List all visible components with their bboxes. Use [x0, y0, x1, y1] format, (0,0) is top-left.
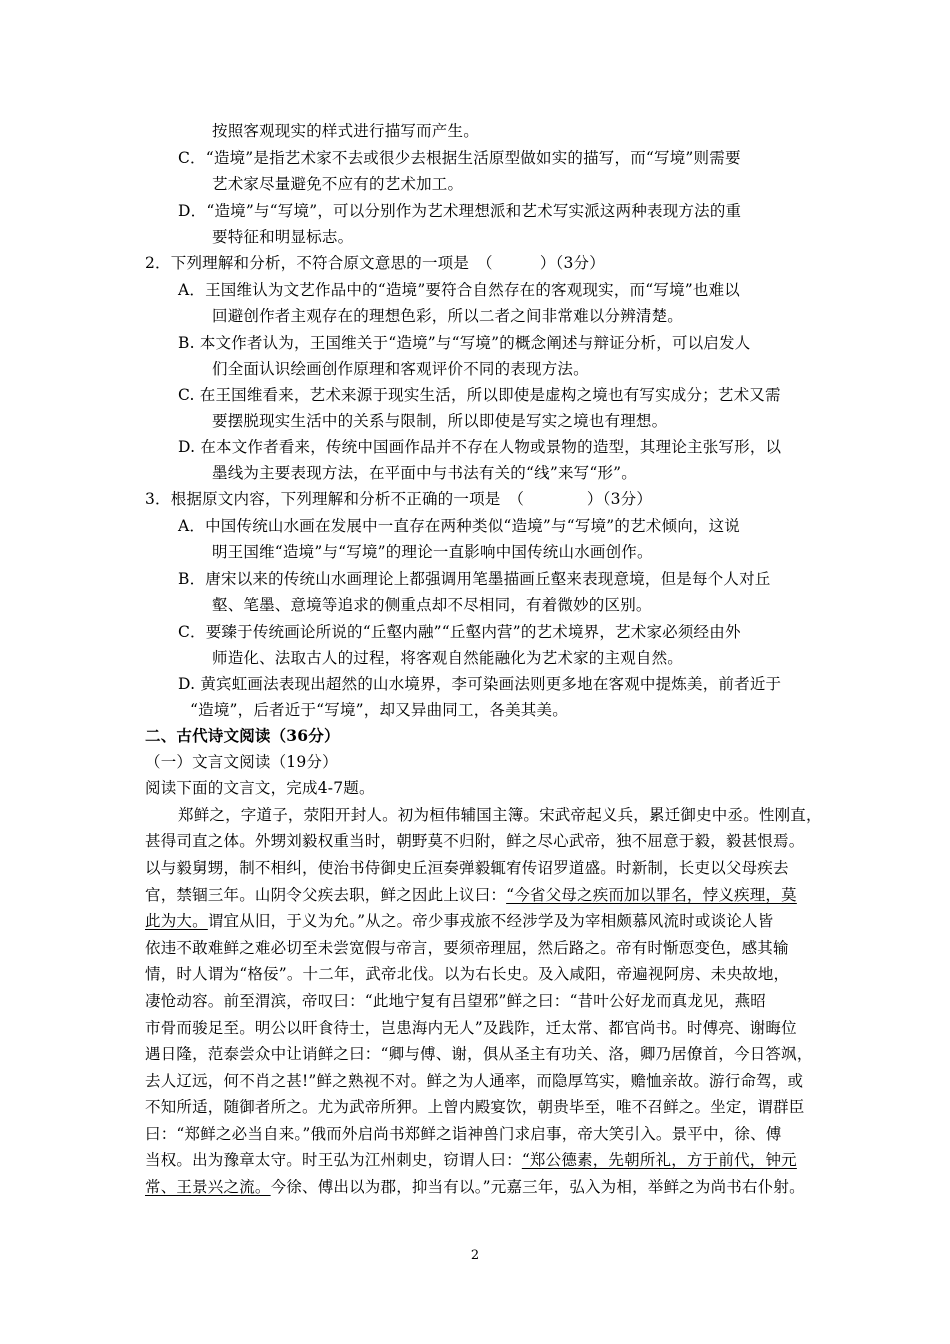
option-c-q1: C．“造境”是指艺术家不去或很少去根据生活原型做如实的描写，而“写境”则需要: [178, 149, 741, 167]
text-line: 师造化、法取古人的过程，将客观自然能融化为艺术家的主观自然。: [212, 649, 684, 667]
passage-line: 遇日隆，范泰尝众中让诮鲜之曰：“卿与傅、谢，俱从圣主有功关、洛，卿乃居僚首，今日答飒，: [145, 1045, 813, 1063]
passage-line: 曰：“郑鲜之必当自来。”俄而外启尚书郑鲜之诣神兽门求启事，帝大笑引入。景平中，徐、傅: [145, 1125, 782, 1143]
underlined-sentence: “今省父母之疾而加以罪名，悖义疾理，莫: [506, 886, 797, 904]
section-heading: 二、古代诗文阅读（36分）: [145, 726, 340, 745]
option-a-q2: A．王国维认为文艺作品中的“造境”要符合自然存在的客观现实，而“写境”也难以: [178, 281, 740, 299]
text-line: 墨线为主要表现方法，在平面中与书法有关的“线”来写“形”。: [212, 464, 637, 482]
passage-text: 谓宜从旧，于义为允。”从之。帝少事戎旅不经涉学及为宰相颇慕风流时或谈论人皆: [207, 912, 774, 930]
underlined-sentence: 此为大。: [145, 912, 208, 930]
passage-text: 今徐、傅出以为郡，抑当有以。”元嘉三年，弘入为相，举鲜之为尚书右仆射。: [270, 1178, 805, 1196]
text-line: 明王国维“造境”与“写境”的理论一直影响中国传统山水画创作。: [212, 543, 653, 561]
passage-line: 情，时人谓为“格佞”。十二年，武帝北伐。以为右长史。及入咸阳，帝遍视阿房、未央故地，: [145, 965, 790, 983]
text-line: 要摆脱现实生活中的关系与限制，所以即使是写实之境也有理想。: [212, 412, 668, 430]
question-2: 2．下列理解和分析，不符合原文意思的一项是 （ ）（3分）: [145, 254, 605, 272]
passage-line: [145, 885, 797, 905]
option-d-q2: D. 在本文作者看来，传统中国画作品并不存在人物或景物的造型，其理论主张写形，以: [178, 438, 782, 456]
option-c-q2: C. 在王国维看来，艺术来源于现实生活，所以即使是虚构之境也有写实成分；艺术又需: [178, 386, 781, 404]
option-d-q1: D．“造境”与“写境”，可以分别作为艺术理想派和艺术写实派这两种表现方法的重: [178, 202, 742, 220]
text-line: 按照客观现实的样式进行描写而产生。: [212, 122, 479, 140]
passage-line: 不知所适，随御者所之。尤为武帝所狎。上曾内殿宴饮，朝贵毕至，唯不召鲜之。坐定，谓群臣: [145, 1098, 805, 1116]
passage-line: 凄怆动容。前至渭滨，帝叹曰：“此地宁复有吕望邪”鲜之曰：“昔叶公好龙而真龙见，燕昭: [145, 992, 766, 1010]
text-line: 回避创作者主观存在的理想色彩，所以二者之间非常难以分辨清楚。: [212, 307, 684, 325]
option-a-q3: A．中国传统山水画在发展中一直存在两种类似“造境”与“写境”的艺术倾向，这说: [178, 517, 740, 535]
underlined-sentence: 常、王景兴之流。: [145, 1178, 271, 1196]
page-number: 2: [470, 1248, 480, 1263]
passage-line: 郑鲜之，字道子，荥阳开封人。初为桓伟辅国主簿。宋武帝起义兵，累迁御史中丞。性刚直，: [178, 806, 822, 824]
text-line: 艺术家尽量避免不应有的艺术加工。: [212, 175, 464, 193]
passage-line: 甚得司直之体。外甥刘毅权重当时，朝野莫不归附，鲜之尽心武帝，独不屈意于毅，毅甚恨焉。: [145, 832, 805, 850]
passage-line: 依违不敢难鲜之难必切至未尝宽假与帝言，要须帝理屈，然后路之。帝有时惭恧变色，感其输: [145, 939, 789, 957]
passage-text: 当权。出为豫章太守。时王弘为江州刺史，窃谓人曰：: [145, 1151, 522, 1169]
passage-line: 去人辽远，何不肖之甚!”鲜之熟视不对。鲜之为人通率，而隐厚笃实，赡恤亲故。游行命驾，或: [145, 1072, 804, 1090]
passage-line: [145, 911, 773, 931]
text-line: 壑、笔墨、意境等追求的侧重点却不尽相同，有着微妙的区别。: [212, 596, 652, 614]
option-b-q2: B. 本文作者认为，王国维关于“造境”与“写境”的概念阐述与辩证分析，可以启发人: [178, 334, 751, 352]
text-line: “造境”，后者近于“写境”，却又异曲同工，各美其美。: [190, 701, 568, 719]
passage-line: 市骨而骏足至。明公以旰食待士，岂患海内无人”及践阼，迁太常、都官尚书。时傅亮、谢晦位: [145, 1019, 797, 1037]
reading-instruction: 阅读下面的文言文，完成4-7题。: [145, 779, 375, 797]
passage-line: [145, 1150, 797, 1170]
subsection-heading: （一）文言文阅读（19分）: [145, 753, 338, 771]
underlined-sentence: “郑公德素，先朝所礼，方于前代，钟元: [521, 1151, 797, 1169]
passage-line: 以与毅舅甥，制不相纠，使治书侍御史丘洹奏弹毅辄宥传诏罗道盛。时新制，长吏以父母疾去: [145, 859, 789, 877]
option-c-q3: C．要臻于传统画论所说的“丘壑内融”“丘壑内营”的艺术境界，艺术家必须经由外: [178, 623, 741, 641]
question-3: 3．根据原文内容，下列理解和分析不正确的一项是 （ ）（3分）: [145, 490, 653, 508]
passage-line: [145, 1177, 805, 1197]
text-line: 要特征和明显标志。: [212, 228, 354, 246]
option-b-q3: B．唐宋以来的传统山水画理论上都强调用笔墨描画丘壑来表现意境，但是每个人对丘: [178, 570, 771, 588]
option-d-q3: D. 黄宾虹画法表现出超然的山水境界，李可染画法则更多地在客观中提炼美，前者近于: [178, 675, 782, 693]
passage-text: 官，禁锢三年。山阴令父疾去职，鲜之因此上议曰：: [145, 886, 507, 904]
text-line: 们全面认识绘画创作原理和客观评价不同的表现方法。: [212, 360, 589, 378]
